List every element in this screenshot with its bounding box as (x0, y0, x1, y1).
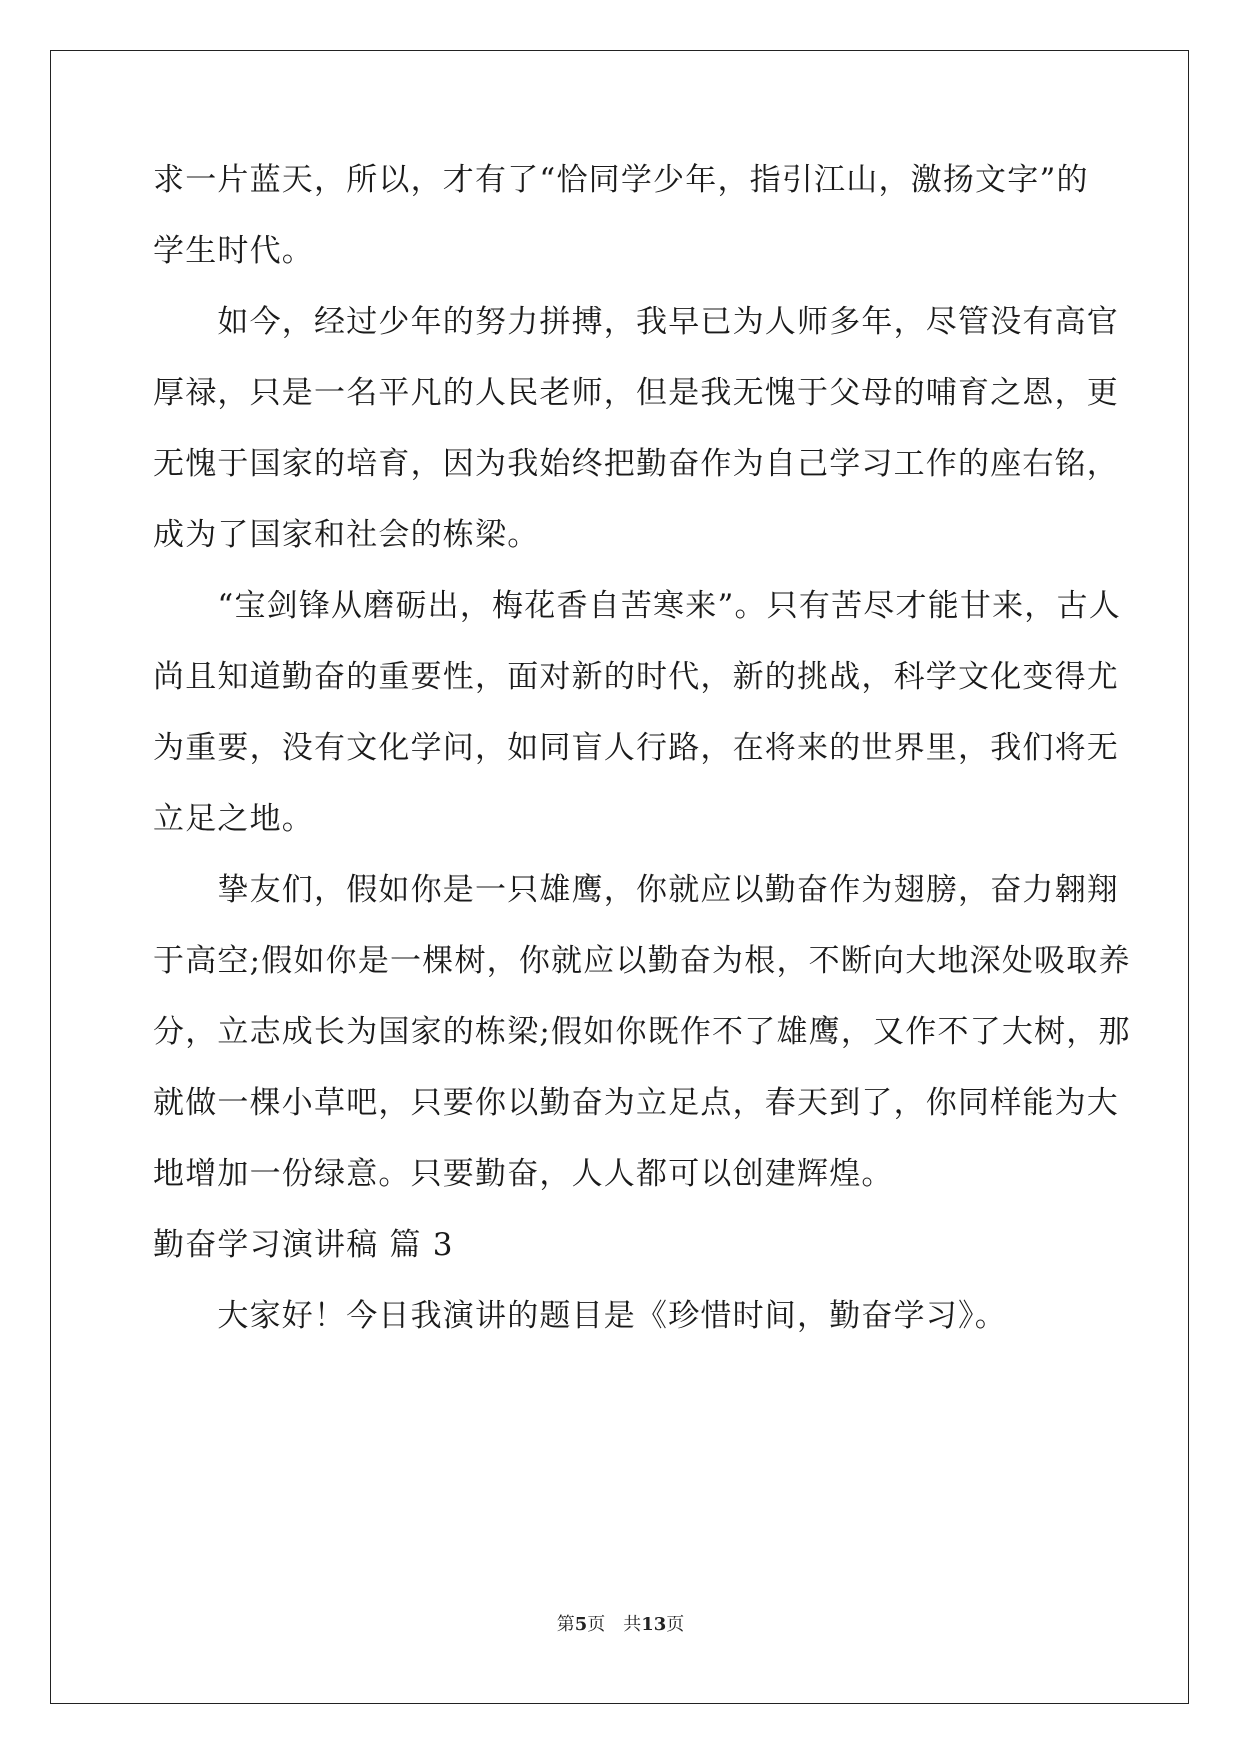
body-line: 挚友们，假如你是一只雄鹰，你就应以勤奋作为翅膀，奋力翱翔 (153, 872, 1119, 908)
body-line: 于高空;假如你是一棵树，你就应以勤奋为根，不断向大地深处吸取养 (153, 943, 1131, 979)
body-line: 无愧于国家的培育，因为我始终把勤奋作为自己学习工作的座右铭， (153, 446, 1119, 482)
body-line: 大家好！今日我演讲的题目是《珍惜时间，勤奋学习》。 (153, 1298, 1007, 1334)
body-line: 求一片蓝天，所以，才有了“恰同学少年，指引江山，激扬文字”的 (153, 162, 1089, 198)
current-page-number: 5 (574, 1614, 588, 1635)
body-line: 立足之地。 (153, 801, 314, 837)
body-line: 为重要，没有文化学问，如同盲人行路，在将来的世界里，我们将无 (153, 730, 1119, 766)
page-footer (0, 1610, 1241, 1636)
body-line: 地增加一份绿意。只要勤奋，人人都可以创建辉煌。 (153, 1156, 894, 1192)
section-heading: 勤奋学习演讲稿 篇 3 (153, 1227, 454, 1263)
body-line: 厚禄，只是一名平凡的人民老师，但是我无愧于父母的哺育之恩，更 (153, 375, 1119, 411)
body-line: 成为了国家和社会的栋梁。 (153, 517, 540, 553)
total-page-count: 13 (641, 1614, 667, 1635)
footer-prefix: 第 (556, 1614, 575, 1635)
footer-suffix: 页 (666, 1614, 685, 1635)
footer-mid: 页 共 (587, 1614, 642, 1635)
body-line: 学生时代。 (153, 233, 314, 269)
body-line: “宝剑锋从磨砺出，梅花香自苦寒来”。只有苦尽才能甘来，古人 (153, 588, 1121, 624)
body-line: 分，立志成长为国家的栋梁;假如你既作不了雄鹰，又作不了大树，那 (153, 1014, 1131, 1050)
body-line: 如今，经过少年的努力拼搏，我早已为人师多年，尽管没有高官 (153, 304, 1119, 340)
body-line: 尚且知道勤奋的重要性，面对新的时代，新的挑战，科学文化变得尤 (153, 659, 1119, 695)
body-line: 就做一棵小草吧，只要你以勤奋为立足点，春天到了，你同样能为大 (153, 1085, 1119, 1121)
